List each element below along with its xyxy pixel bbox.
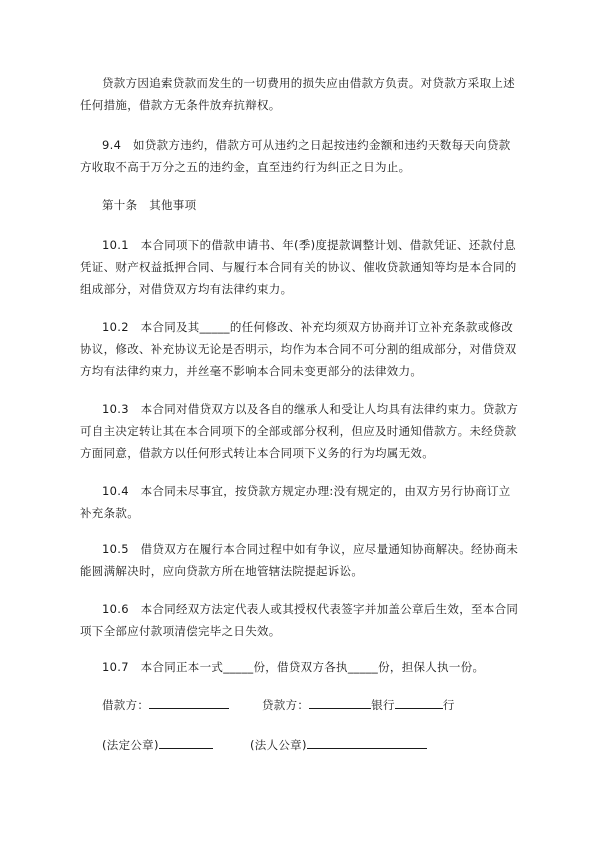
borrower-signature-line: [102, 694, 229, 716]
lender-signature-line: [262, 694, 455, 716]
paragraph-loss-liability: 贷款方因追索贷款而发生的一切费用的损失应由借款方负责。对贷款方采取上述任何措施，借款方无条件放弃抗辩权。: [80, 76, 515, 112]
legal-seal-label: (法定公章): [102, 738, 159, 752]
legal-seal-blank[interactable]: [159, 735, 213, 749]
paragraph-10-5: 10.5 借贷双方在履行本合同过程中如有争议，应尽量通知协商解决。经协商未能圆满解决时，应向贷款方所在地管辖法院提起诉讼。: [80, 542, 519, 578]
corporate-seal-blank[interactable]: [307, 735, 427, 749]
lender-label: 贷款方：: [262, 698, 310, 712]
borrower-label: 借款方：: [102, 698, 150, 712]
paragraph-10-1: 10.1 本合同项下的借款申请书、年(季)度提款调整计划、借款凭证、还款付息凭证、财产权益抵押合同、与履行本合同有关的协议、催收贷款通知等均是本合同的组成部分，对借贷双方均有法律约束力。: [80, 238, 517, 296]
paragraph-10-4: 10.4 本合同未尽事宜，按贷款方规定办理:没有规定的，由双方另行协商订立补充条款。: [80, 484, 511, 520]
lender-blank[interactable]: [309, 695, 371, 709]
bank-label: 银行: [371, 698, 395, 712]
paragraph-10-6: 10.6 本合同经双方法定代表人或其授权代表签字并加盖公章后生效，至本合同项下全部应付款项清偿完毕之日失效。: [80, 602, 519, 638]
branch-blank[interactable]: [395, 695, 443, 709]
branch-label: 行: [442, 698, 455, 712]
legal-seal-line: [102, 734, 213, 756]
borrower-blank[interactable]: [149, 695, 229, 709]
paragraph-10-2: 10.2 本合同及其_____的任何修改、补充均须双方协商并订立补充条款或修改协议，修改、补充协议无论是否明示，均作为本合同不可分割的组成部分，对借贷双方均有法律约束力，并丝毫不影响本合同未变更部分的法律效力。: [80, 320, 517, 378]
corporate-seal-label: (法人公章): [250, 738, 307, 752]
paragraph-10-3: 10.3 本合同对借贷双方以及各自的继承人和受让人均具有法律约束力。贷款方可自主决定转让其在本合同项下的全部或部分权利，但应及时通知借款方。未经贷款方面同意，借款方以任何形式转让本合同项下义务的行为均属无效。: [80, 402, 519, 460]
corporate-seal-line: [250, 734, 427, 756]
paragraph-9-4: 9.4 如贷款方违约，借款方可从违约之日起按违约金额和违约天数每天向贷款方收取不高于万分之五的违约金，直至违约行为纠正之日为止。: [80, 138, 511, 174]
paragraph-10-7: 10.7 本合同正本一式_____份，借贷双方各执_____份，担保人执一份。: [102, 660, 485, 674]
section-heading-10: 第十条 其他事项: [102, 198, 197, 212]
